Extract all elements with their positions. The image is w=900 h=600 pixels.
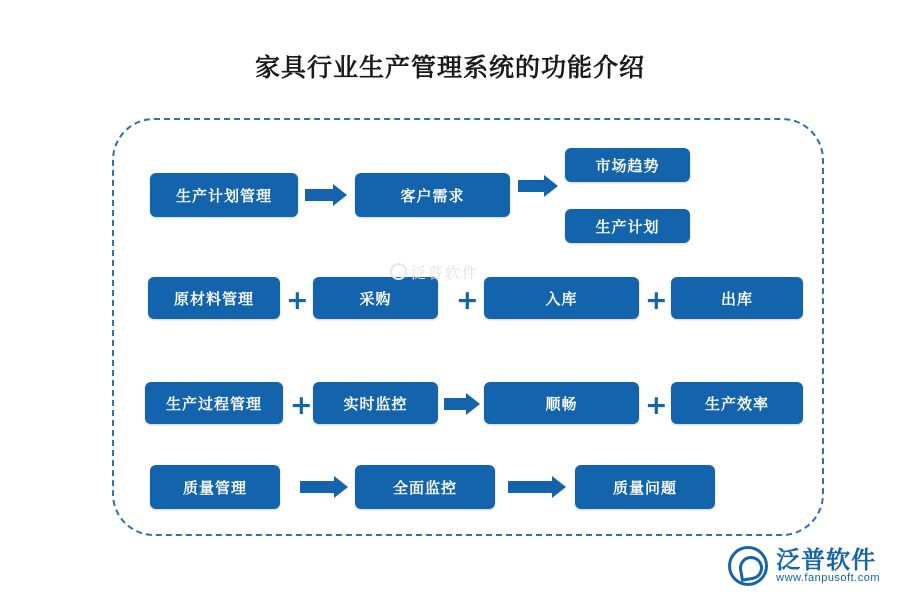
brand-mark-icon	[728, 546, 768, 586]
diagram-node: 客户需求	[355, 173, 510, 217]
plus-icon: +	[290, 390, 313, 421]
plus-icon: +	[645, 285, 668, 316]
plus-icon: +	[645, 390, 668, 421]
brand-name: 泛普软件	[776, 545, 877, 574]
diagram-node: 生产过程管理	[145, 382, 283, 424]
diagram-node: 顺畅	[484, 382, 639, 424]
plus-icon: +	[456, 285, 479, 316]
diagram-node: 质量问题	[575, 465, 715, 509]
page-title: 家具行业生产管理系统的功能介绍	[254, 53, 645, 82]
arrow-right-icon	[508, 476, 566, 498]
arrow-right-icon	[518, 175, 558, 197]
brand-text	[776, 545, 880, 585]
diagram-node: 生产计划	[565, 209, 690, 243]
arrow-right-icon	[300, 476, 348, 498]
arrow-right-icon	[305, 184, 347, 206]
brand-url: www.fanpusoft.com	[776, 571, 880, 584]
arrow-right-icon	[444, 393, 480, 415]
diagram-node: 生产效率	[671, 382, 803, 424]
diagram-node: 质量管理	[150, 465, 280, 509]
plus-icon: +	[286, 285, 309, 316]
diagram-node: 采购	[313, 277, 438, 319]
brand-logo	[728, 546, 880, 586]
diagram-node: 入库	[484, 277, 639, 319]
diagram-node: 实时监控	[313, 382, 438, 424]
diagram-node: 全面监控	[355, 465, 495, 509]
diagram-node: 生产计划管理	[150, 173, 298, 217]
diagram-node: 市场趋势	[565, 148, 690, 182]
center-watermark-text: 泛普软件	[411, 264, 480, 282]
diagram-node: 原材料管理	[148, 277, 280, 319]
diagram-node: 出库	[671, 277, 803, 319]
